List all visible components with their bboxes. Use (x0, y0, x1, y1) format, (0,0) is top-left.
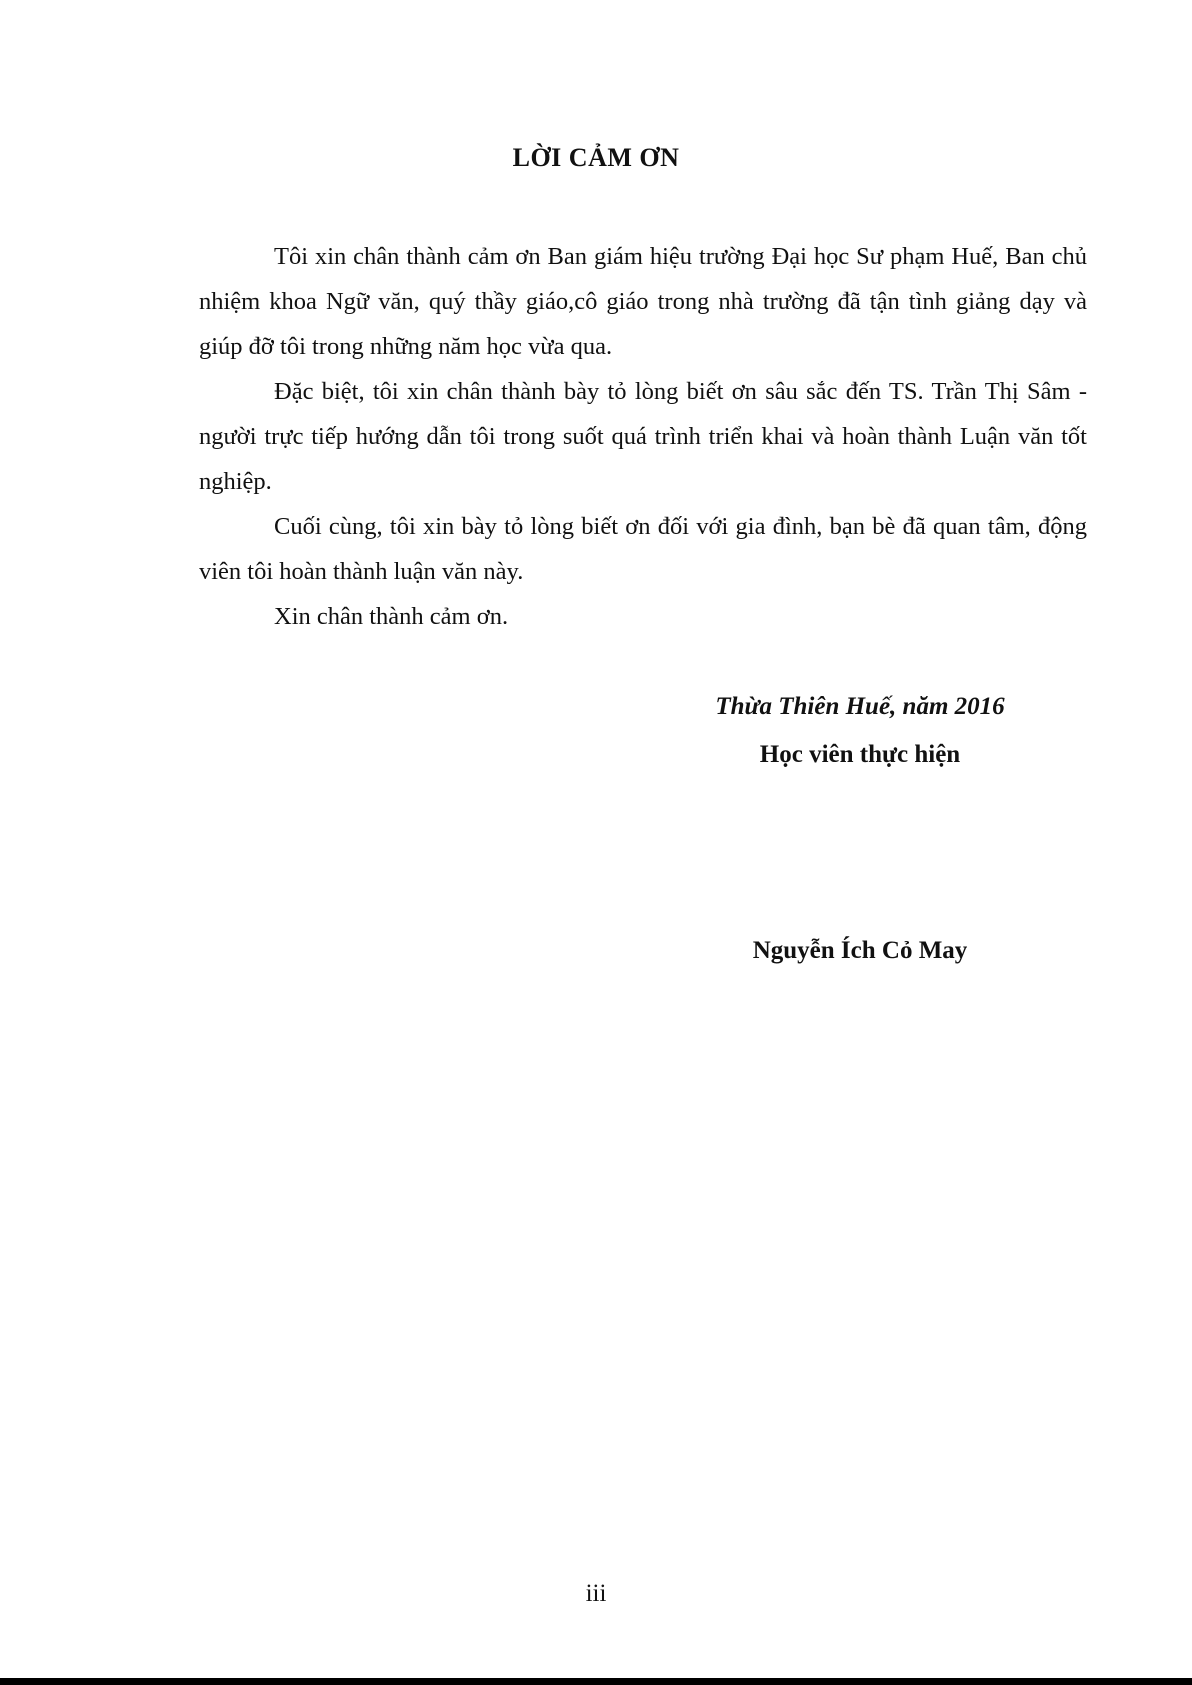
signature-name: Nguyễn Ích Cỏ May (752, 937, 968, 964)
page-number: iii (585, 1580, 607, 1607)
signature-place-date: Thừa Thiên Huế, năm 2016 (715, 693, 1005, 720)
signature-role: Học viên thực hiện (759, 741, 961, 768)
paragraph-thanks-supervisor: Đặc biệt, tôi xin chân thành bày tỏ lòng biết ơn sâu sắc đến TS. Trần Thị Sâm - người trực tiếp hướng dẫn tôi trong suốt quá trình triển khai và hoàn thành Luận văn tốt nghiệp. (199, 378, 1087, 495)
paragraph-thanks-university: Tôi xin chân thành cảm ơn Ban giám hiệu trường Đại học Sư phạm Huế, Ban chủ nhiệm khoa Ngữ văn, quý thầy giáo,cô giáo trong nhà trường đã tận tình giảng dạy và giúp đỡ tôi trong những năm học vừa qua. (199, 243, 1087, 360)
paragraph-closing: Xin chân thành cảm ơn. (274, 603, 509, 630)
bottom-edge-rule (0, 1678, 1192, 1685)
acknowledgement-body (199, 234, 1087, 639)
page-title: LỜI CẢM ƠN (512, 143, 680, 172)
paragraph-thanks-family: Cuối cùng, tôi xin bày tỏ lòng biết ơn đối với gia đình, bạn bè đã quan tâm, động viên tôi hoàn thành luận văn này. (199, 513, 1087, 585)
